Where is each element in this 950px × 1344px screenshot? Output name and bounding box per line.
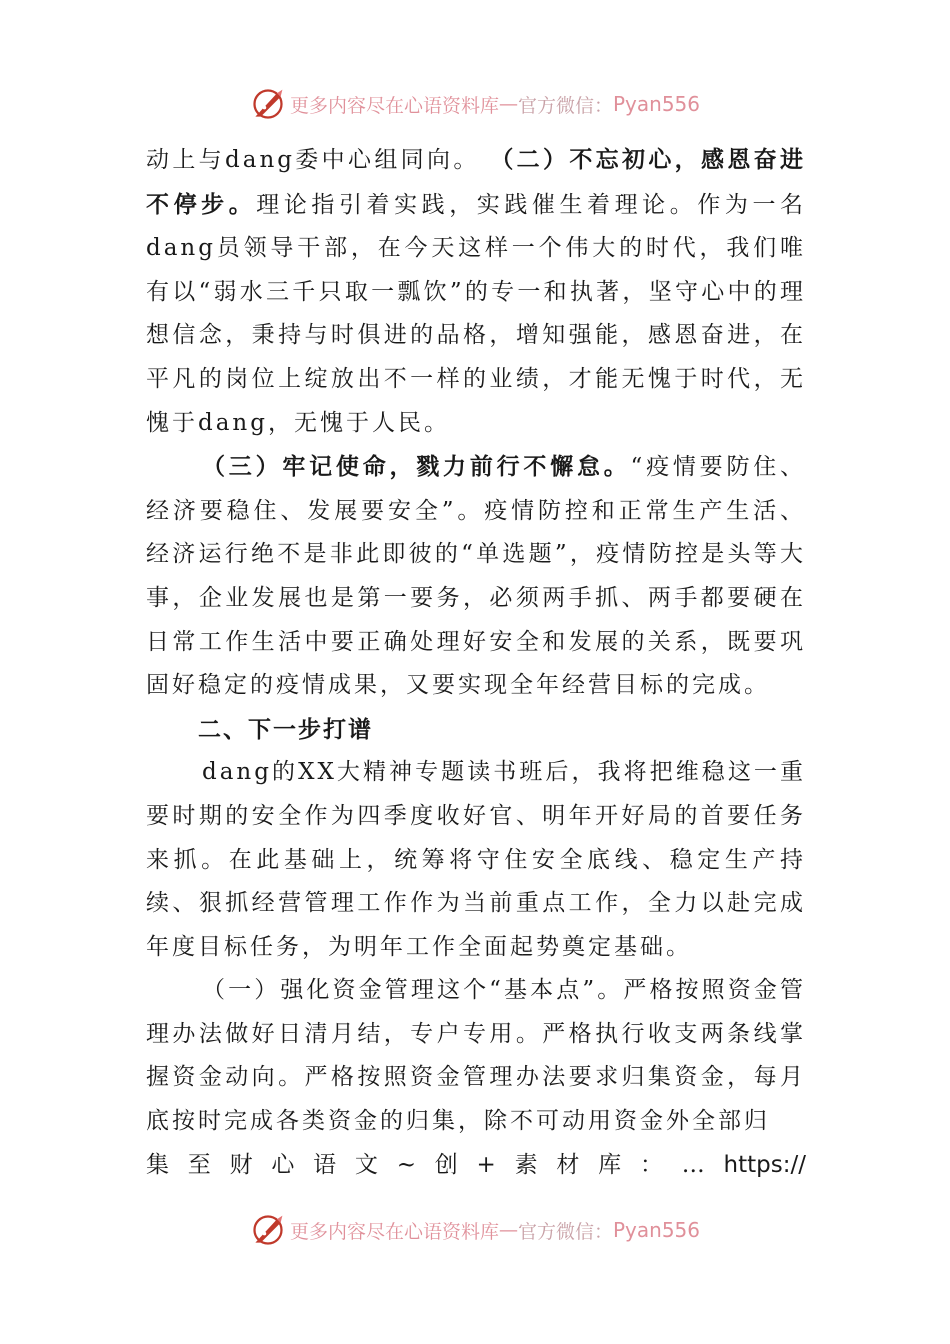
banner-wechat-label: 官方微信： (517, 1220, 613, 1243)
last-line-char: 财 (229, 1151, 253, 1178)
last-line-url: https:// (723, 1151, 806, 1178)
quill-logo-icon (250, 86, 286, 122)
last-line-char: 库 (598, 1151, 622, 1178)
last-line-char: 集 (146, 1151, 169, 1178)
paragraph-1 (146, 138, 806, 445)
last-line-char: ： (639, 1151, 663, 1178)
banner-wechat-id: Pyan556 (613, 1218, 701, 1242)
banner-text: 更多内容尽在心语资料库 (289, 1220, 499, 1243)
banner-text: 更多内容尽在心语资料库 (289, 94, 499, 117)
header-watermark-banner (0, 84, 950, 124)
paragraph-1-lead: 动上与dang委中心组同向。 (146, 147, 491, 173)
subheading-3: （三）牢记使命，戮力前行不懈怠。 (202, 453, 631, 481)
paragraph-4: （一）强化资金管理这个“基本点”。严格按照资金管理办法做好日清月结，专户专用。严格执行收支两条线掌握资金动向。严格按照资金管理办法要求归集资金，每月底按时完成各类资金的归集，除不可动用资金外全部归 (146, 977, 806, 1135)
last-line-char: 语 (313, 1151, 337, 1178)
banner-wechat-id: Pyan556 (613, 92, 701, 116)
last-line-char: 至 (187, 1151, 211, 1178)
paragraph-4-last-line (146, 1144, 806, 1188)
document-body (146, 138, 806, 1187)
banner-dash: — (498, 93, 518, 115)
last-line-char: 创 (434, 1151, 458, 1178)
last-line-char: 文 (354, 1151, 378, 1178)
banner-dash: — (498, 1219, 518, 1241)
footer-watermark-banner (0, 1210, 950, 1250)
quill-logo-icon (250, 1212, 286, 1248)
last-line-char: ~ (396, 1151, 416, 1178)
last-line-char: + (476, 1151, 496, 1178)
paragraph-2 (146, 445, 806, 708)
paragraph-1-body: 理论指引着实践，实践催生着理论。作为一名dang员领导干部，在今天这样一个伟大的时代，我们唯有以“弱水三千只取一瓢饮”的专一和执著，坚守心中的理想信念，秉持与时俱进的品格，增知强能，感恩奋进，在平凡的岗位上绽放出不一样的业绩，才能无愧于时代，无愧于dang，无愧于人民。 (146, 191, 807, 436)
section-heading: 二、下一步打谱 (198, 715, 373, 743)
paragraph-3: dang的XX大精神专题读书班后，我将把维稳这一重要时期的安全作为四季度收好官、明年开好局的首要任务来抓。在此基础上，统筹将守住安全底线、稳定生产持续、狠抓经营管理工作作为当前重点工作，全力以赴完成年度目标任务，为明年工作全面起势奠定基础。 (146, 759, 806, 960)
last-line-char: … (681, 1151, 705, 1178)
last-line-char: 素 (514, 1151, 538, 1178)
paragraph-2-body: “疫情要防住、经济要稳住、发展要安全”。疫情防控和正常生产生活、经济运行绝不是非此即彼的“单选题”，疫情防控是头等大事，企业发展也是第一要务，必须两手抓、两手都要硬在日常工作生活中要正确处理好安全和发展的关系，既要巩固好稳定的疫情成果，又要实现全年经营目标的完成。 (146, 454, 807, 699)
last-line-char: 材 (556, 1151, 580, 1178)
subheading-2: （二）不忘初心，感恩奋进不停步。 (146, 146, 806, 218)
banner-wechat-label: 官方微信： (517, 94, 613, 117)
last-line-char: 心 (271, 1151, 295, 1178)
